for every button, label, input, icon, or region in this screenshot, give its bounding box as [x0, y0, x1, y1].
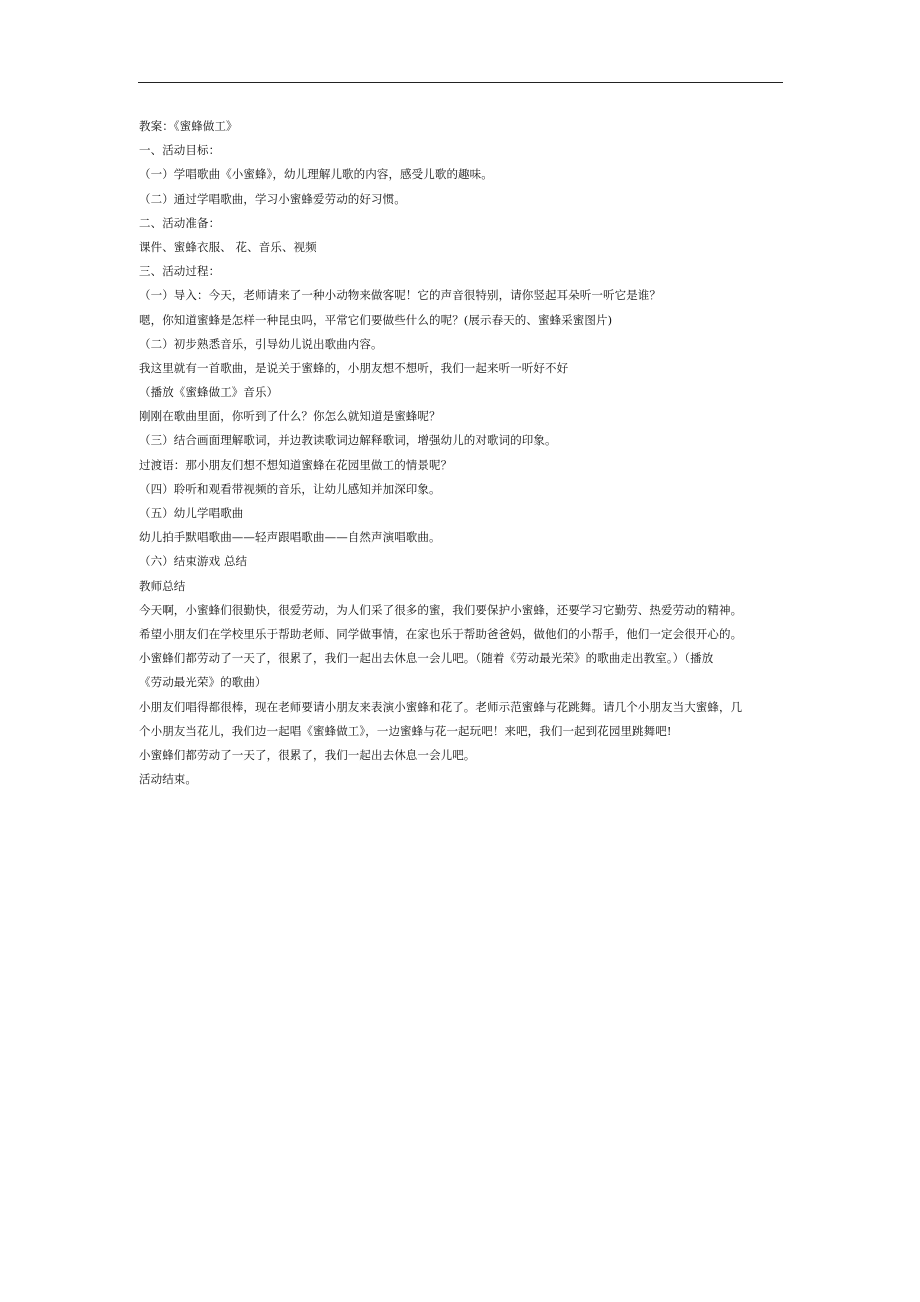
process-text: 过渡语：那小朋友们想不想知道蜜蜂在花园里做工的情景呢？	[139, 457, 453, 472]
process-step-6: （六）结束游戏 总结	[139, 554, 248, 569]
lesson-title: 教案：《蜜蜂做工》	[139, 119, 238, 133]
process-text: 嗯，你知道蜜蜂是怎样一种昆虫吗，平常它们要做些什么的呢？(展示春天的、蜜蜂采蜜图片)	[139, 312, 613, 327]
process-step-4: （四）聆听和观看带视频的音乐，让幼儿感知并加深印象。	[139, 481, 441, 496]
process-text: （播放《蜜蜂做工》音乐）	[139, 385, 279, 400]
process-step-intro: （一）导入：今天，老师请来了一种小动物来做客呢！它的声音很特别，请你竖起耳朵听一听它是谁？	[139, 288, 661, 303]
summary-text: 今天啊，小蜜蜂们很勤快，很爱劳动，为人们采了很多的蜜，我们要保护小蜜蜂，还要学习它勤劳、热爱劳动的精神。	[139, 602, 743, 617]
process-text: 幼儿拍手默唱歌曲——轻声跟唱歌曲——自然声演唱歌曲。	[139, 530, 441, 545]
summary-text: 小朋友们唱得都很棒，现在老师要请小朋友来表演小蜜蜂和花了。老师示范蜜蜂与花跳舞。请几个小朋友当大蜜蜂，几	[139, 699, 743, 714]
process-step-5: （五）幼儿学唱歌曲	[139, 506, 244, 520]
process-text: 我这里就有一首歌曲，是说关于蜜蜂的，小朋友想不想听，我们一起来听一听好不好	[139, 360, 569, 375]
summary-text: 小蜜蜂们都劳动了一天了，很累了，我们一起出去休息一会儿吧。（随着《劳动最光荣》的歌曲走出教室。）（播放	[139, 651, 714, 666]
objective-item-1: （一）学唱歌曲《小蜜蜂》，幼儿理解儿歌的内容，感受儿歌的趣味。	[139, 167, 493, 182]
section-heading-preparation: 二、活动准备：	[139, 215, 221, 230]
section-heading-objectives: 一、活动目标：	[139, 143, 221, 158]
document-body	[139, 114, 789, 791]
objective-item-2: （二）通过学唱歌曲，学习小蜜蜂爱劳动的好习惯。	[139, 191, 406, 206]
summary-text: 小蜜蜂们都劳动了一天了，很累了，我们一起出去休息一会儿吧。	[139, 747, 476, 762]
summary-text: 希望小朋友们在学校里乐于帮助老师、同学做事情，在家也乐于帮助爸爸妈，做他们的小帮手，他们一定会很开心的。	[139, 626, 743, 641]
summary-text: 《劳动最光荣》的歌曲）	[139, 675, 267, 690]
process-text: 刚刚在歌曲里面，你听到了什么？你怎么就知道是蜜蜂呢？	[139, 409, 441, 424]
process-step-3: （三）结合画面理解歌词，并边教读歌词边解释歌词，增强幼儿的对歌词的印象。	[139, 433, 557, 448]
section-heading-process: 三、活动过程：	[139, 264, 221, 279]
teacher-summary-heading: 教师总结	[139, 578, 186, 593]
process-step-2: （二）初步熟悉音乐，引导幼儿说出歌曲内容。	[139, 336, 383, 351]
header-rule	[138, 82, 783, 83]
preparation-list: 课件、蜜蜂衣服、 花、音乐、视频	[139, 239, 317, 254]
summary-text: 个小朋友当花儿，我们边一起唱《蜜蜂做工》，一边蜜蜂与花一起玩吧！来吧，我们一起到花园里跳舞吧!	[139, 723, 672, 738]
activity-end: 活动结束。	[139, 772, 197, 787]
